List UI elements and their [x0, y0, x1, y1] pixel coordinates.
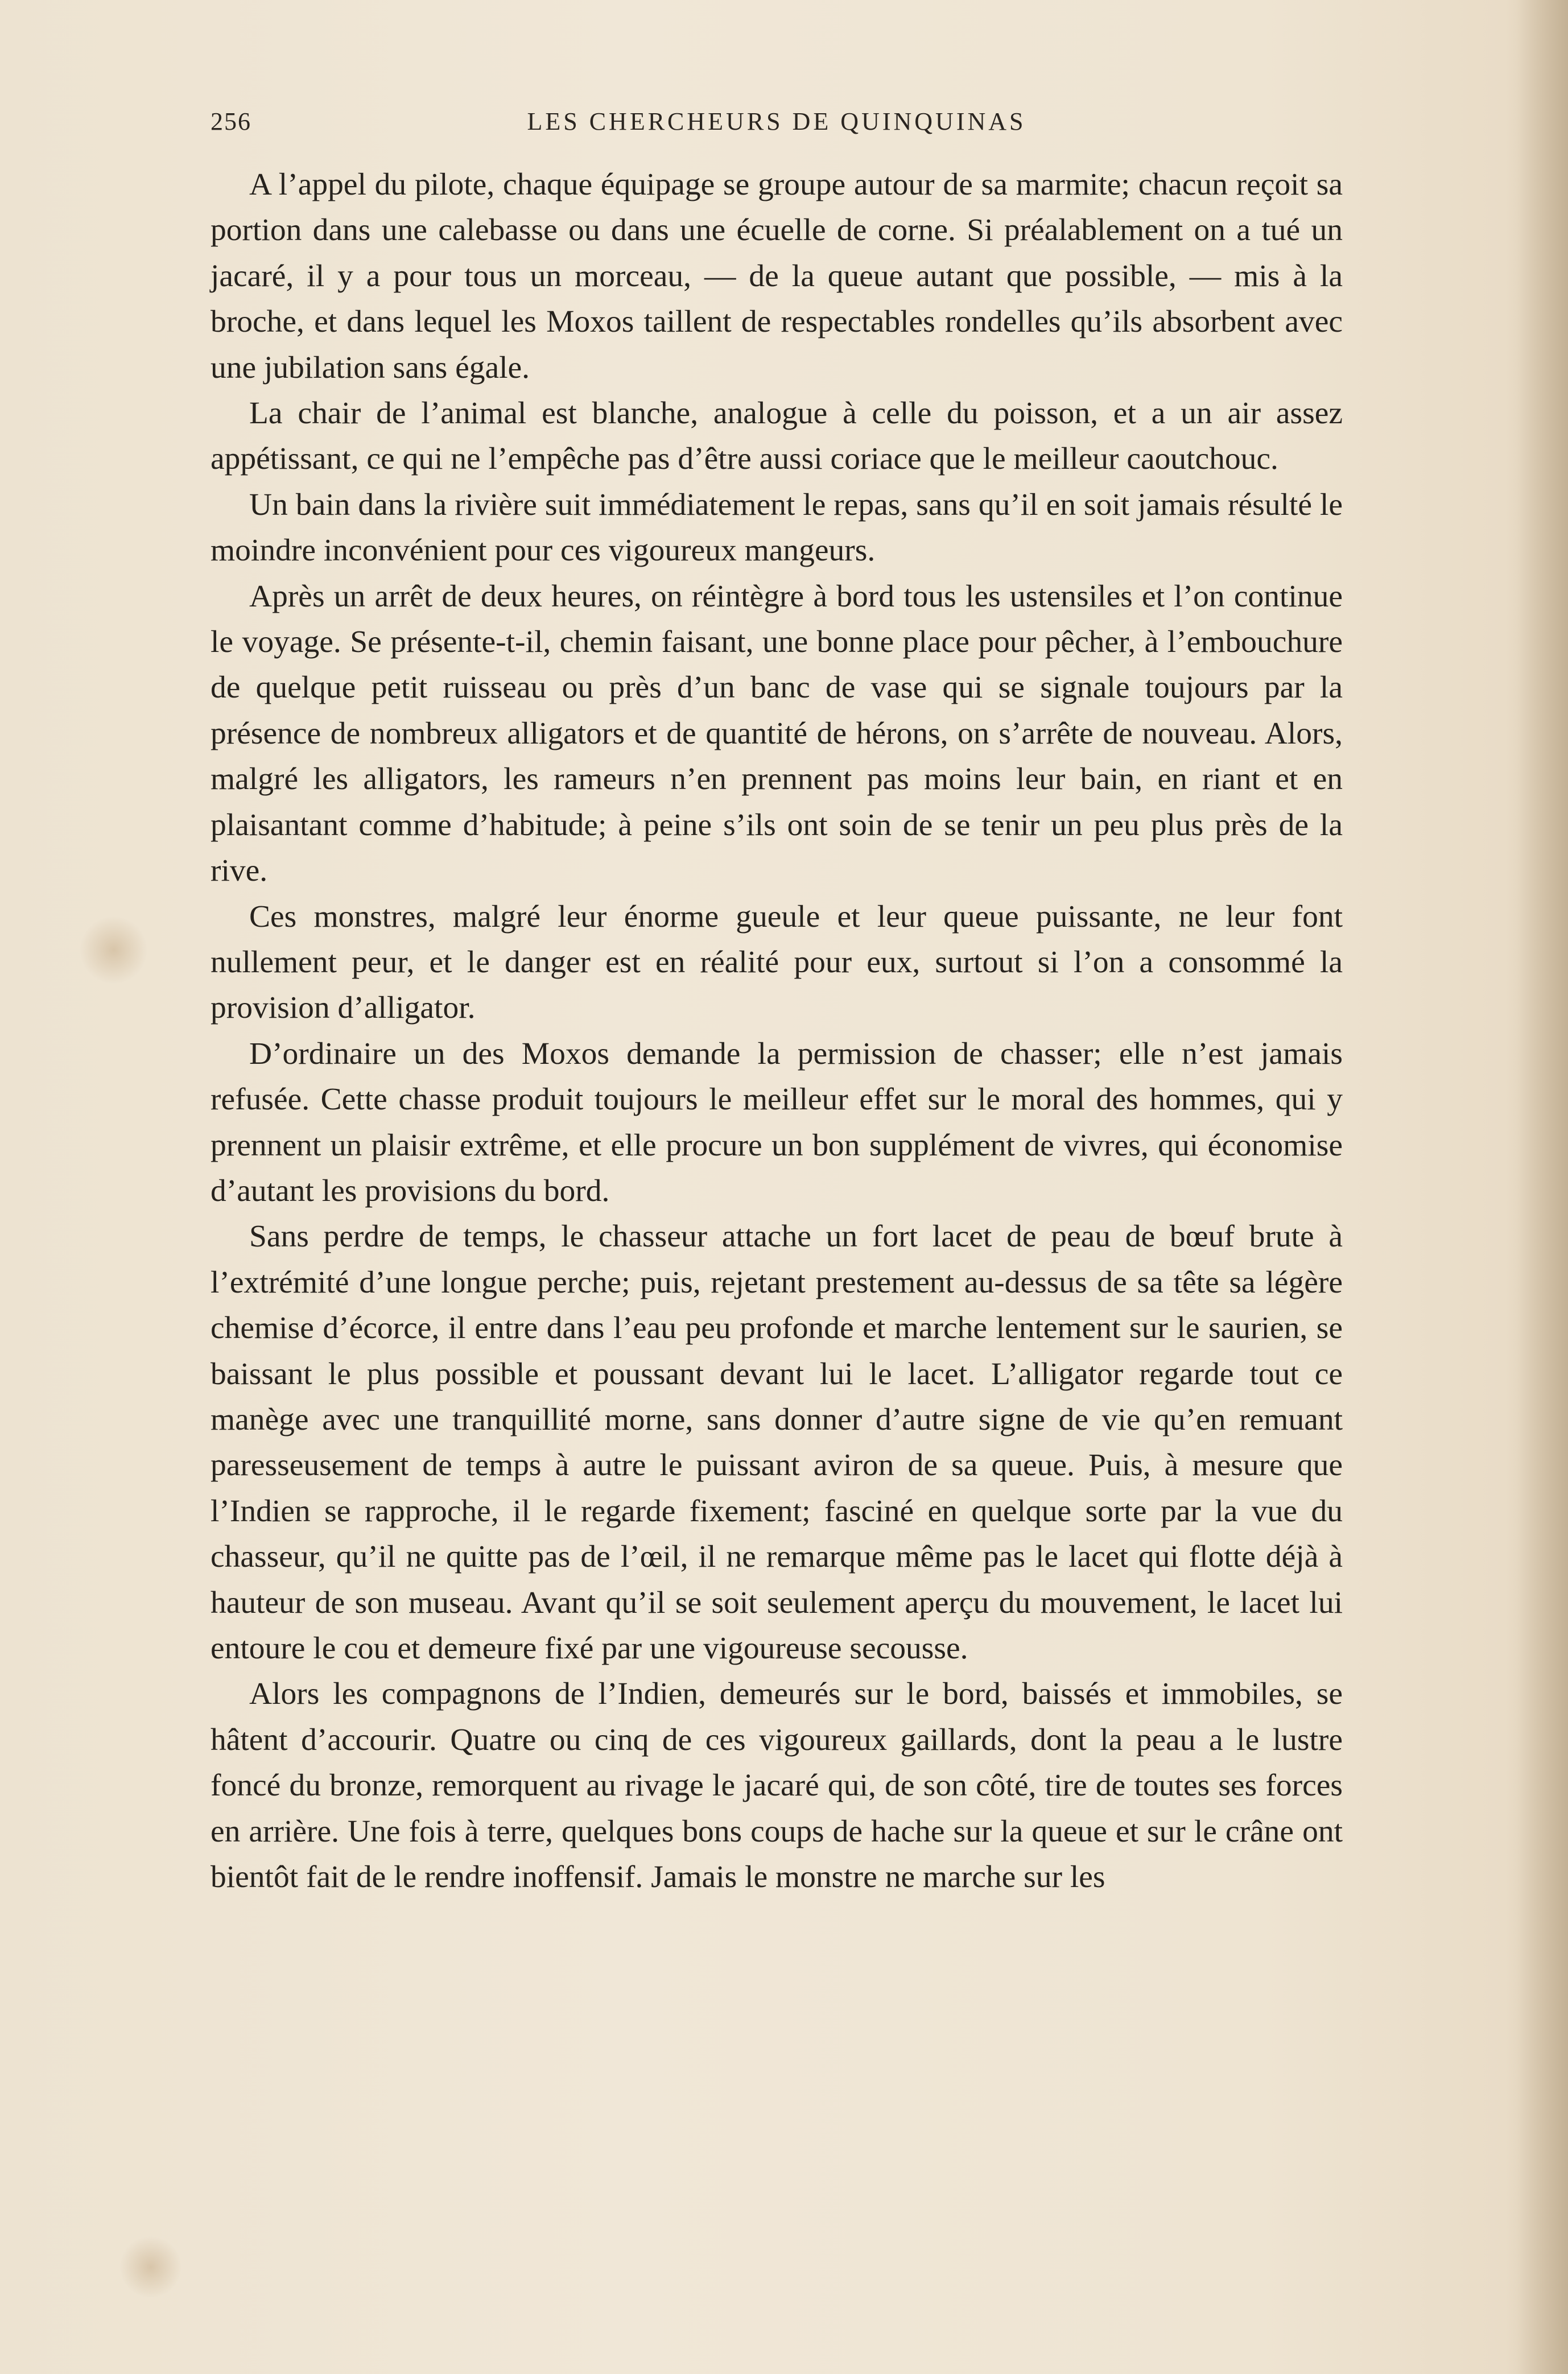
running-head — [211, 107, 1343, 147]
paragraph: Un bain dans la rivière suit immédiatement le repas, sans qu’il en soit jamais résulté le moindre inconvénient pour ces vigoureux mangeurs. — [211, 487, 1343, 568]
running-title: LES CHERCHEURS DE QUINQUINAS — [527, 108, 1026, 135]
paper-stain — [80, 916, 148, 984]
paragraph: Sans perdre de temps, le chasseur attache un fort lacet de peau de bœuf brute à l’extrémité d’une longue perche; puis, rejetant prestement au-dessus de sa tête sa légère chemise d’écorce, il entre dans l’eau peu profonde et marche lentement sur le saurien, se baissant le plus possible et poussant devant lui le lacet. L’alligator regarde tout ce manège avec une tranquillité morne, sans donner d’autre signe de vie qu’en remuant paresseusement de temps à autre le puissant aviron de sa queue. Puis, à mesure que l’Indien se rapproche, il le regarde fixement; fasciné en quelque sorte par la vue du chasseur, qu’il ne quitte pas de l’œil, il ne remarque même pas le lacet qui flotte déjà à hauteur de son museau. Avant qu’il se soit seulement aperçu du mouvement, le lacet lui entoure le cou et demeure fixé par une vigoureuse secousse. — [211, 1219, 1343, 1666]
paragraph: Alors les compagnons de l’Indien, demeurés sur le bord, baissés et immobiles, se hâtent d’accourir. Quatre ou cinq de ces vigoureux gaillards, dont la peau a le lustre foncé du bronze, remorquent au rivage le jacaré qui, de son côté, tire de toutes ses forces en arrière. Une fois à terre, quelques bons coups de hache sur la queue et sur le crâne ont bientôt fait de le rendre inoffensif. Jamais le monstre ne marche sur les — [211, 1677, 1343, 1895]
body-text — [211, 162, 1343, 1900]
page-spine-shadow — [1517, 0, 1568, 2374]
paragraph: La chair de l’animal est blanche, analogue à celle du poisson, et a un air assez appétissant, ce qui ne l’empêche pas d’être aussi coriace que le meilleur caoutchouc. — [211, 396, 1343, 477]
paper-stain — [119, 2236, 182, 2298]
page-number: 256 — [211, 108, 251, 135]
paragraph: Après un arrêt de deux heures, on réintègre à bord tous les ustensiles et l’on continue le voyage. Se présente-t-il, chemin faisant, une bonne place pour pêcher, à l’embouchure de quelque petit ruisseau ou près d’un banc de vase qui se signale toujours par la présence de nombreux alligators et de quantité de hérons, on s’arrête de nouveau. Alors, malgré les alligators, les rameurs n’en prennent pas moins leur bain, en riant et en plaisantant comme d’habitude; à peine s’ils ont soin de se tenir un peu plus près de la rive. — [211, 579, 1343, 889]
paragraph: Ces monstres, malgré leur énorme gueule et leur queue puissante, ne leur font nullement peur, et le danger est en réalité pour eux, surtout si l’on a consommé la provision d’alligator. — [211, 899, 1343, 1026]
paragraph: A l’appel du pilote, chaque équipage se groupe autour de sa marmite; chacun reçoit sa portion dans une calebasse ou dans une écuelle de corne. Si préalablement on a tué un jacaré, il y a pour tous un morceau, — de la queue autant que possible, — mis à la broche, et dans lequel les Moxos taillent de respectables rondelles qu’ils absorbent avec une jubilation sans égale. — [211, 167, 1343, 385]
paragraph: D’ordinaire un des Moxos demande la permission de chasser; elle n’est jamais refusée. Cette chasse produit toujours le meilleur effet sur le moral des hommes, qui y prennent un plaisir extrême, et elle procure un bon supplément de vivres, qui économise d’autant les provisions du bord. — [211, 1036, 1343, 1208]
